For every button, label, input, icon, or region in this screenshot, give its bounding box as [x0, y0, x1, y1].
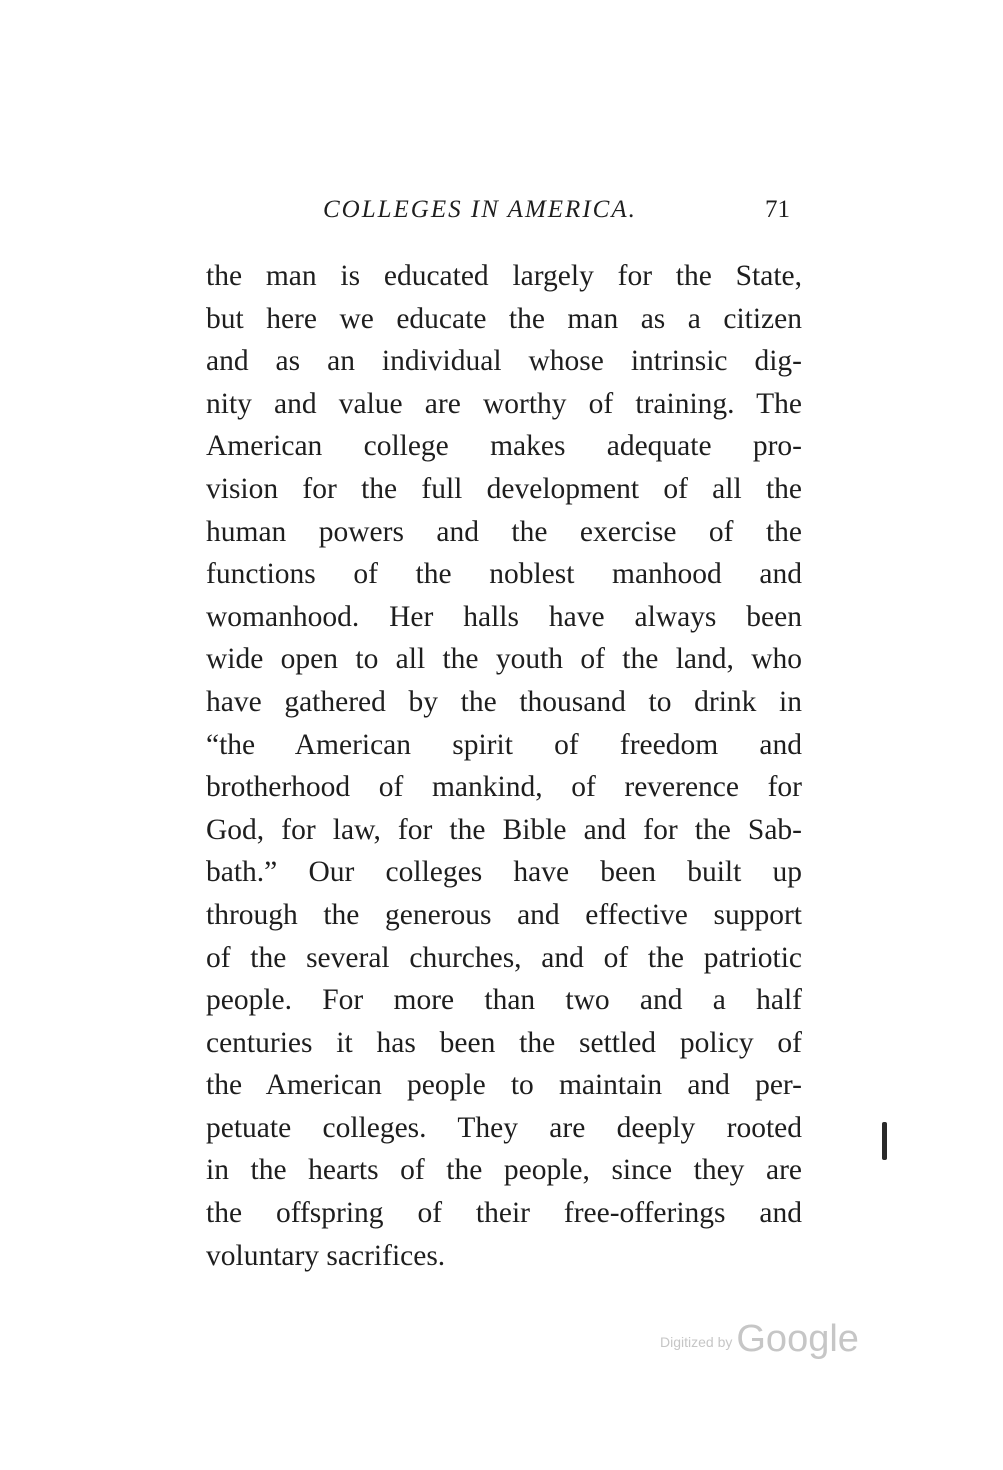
- text-line: in the hearts of the people, since they are: [206, 1154, 802, 1187]
- text-line: through the generous and effective support: [206, 898, 802, 931]
- watermark-prefix: Digitized by: [660, 1334, 733, 1350]
- text-line: functions of the noblest manhood and: [206, 558, 802, 591]
- text-line: of the several churches, and of the patriotic: [206, 941, 802, 974]
- running-title: COLLEGES IN AMERICA.: [323, 196, 637, 223]
- text-line: nity and value are worthy of training. The: [206, 387, 802, 420]
- text-line: American college makes adequate pro-: [206, 430, 802, 463]
- page-number: 71: [765, 196, 790, 223]
- body-text: [206, 255, 802, 1277]
- text-line: “the American spirit of freedom and: [206, 728, 802, 761]
- text-line: and as an individual whose intrinsic dig-: [206, 345, 802, 378]
- text-line: centuries it has been the settled policy of: [206, 1026, 802, 1059]
- text-line: voluntary sacrifices.: [206, 1239, 446, 1272]
- text-line: the offspring of their free-offerings and: [206, 1197, 802, 1230]
- google-logo: Google: [736, 1318, 859, 1360]
- digitized-by-google-watermark: [660, 1318, 859, 1361]
- text-line: the American people to maintain and per-: [206, 1069, 802, 1102]
- text-line: people. For more than two and a half: [206, 984, 802, 1017]
- text-line: womanhood. Her halls have always been: [206, 600, 802, 633]
- text-line: but here we educate the man as a citizen: [206, 302, 802, 335]
- text-line: vision for the full development of all the: [206, 472, 802, 505]
- text-line: have gathered by the thousand to drink in: [206, 685, 802, 718]
- text-line: God, for law, for the Bible and for the Sab-: [206, 813, 802, 846]
- text-line: petuate colleges. They are deeply rooted: [206, 1111, 802, 1144]
- text-line: wide open to all the youth of the land, who: [206, 643, 802, 676]
- text-line: human powers and the exercise of the: [206, 515, 802, 548]
- text-line: brotherhood of mankind, of reverence for: [206, 771, 802, 804]
- text-line: bath.” Our colleges have been built up: [206, 856, 802, 889]
- page-edge-mark: [882, 1122, 887, 1160]
- text-line: the man is educated largely for the State,: [206, 260, 802, 292]
